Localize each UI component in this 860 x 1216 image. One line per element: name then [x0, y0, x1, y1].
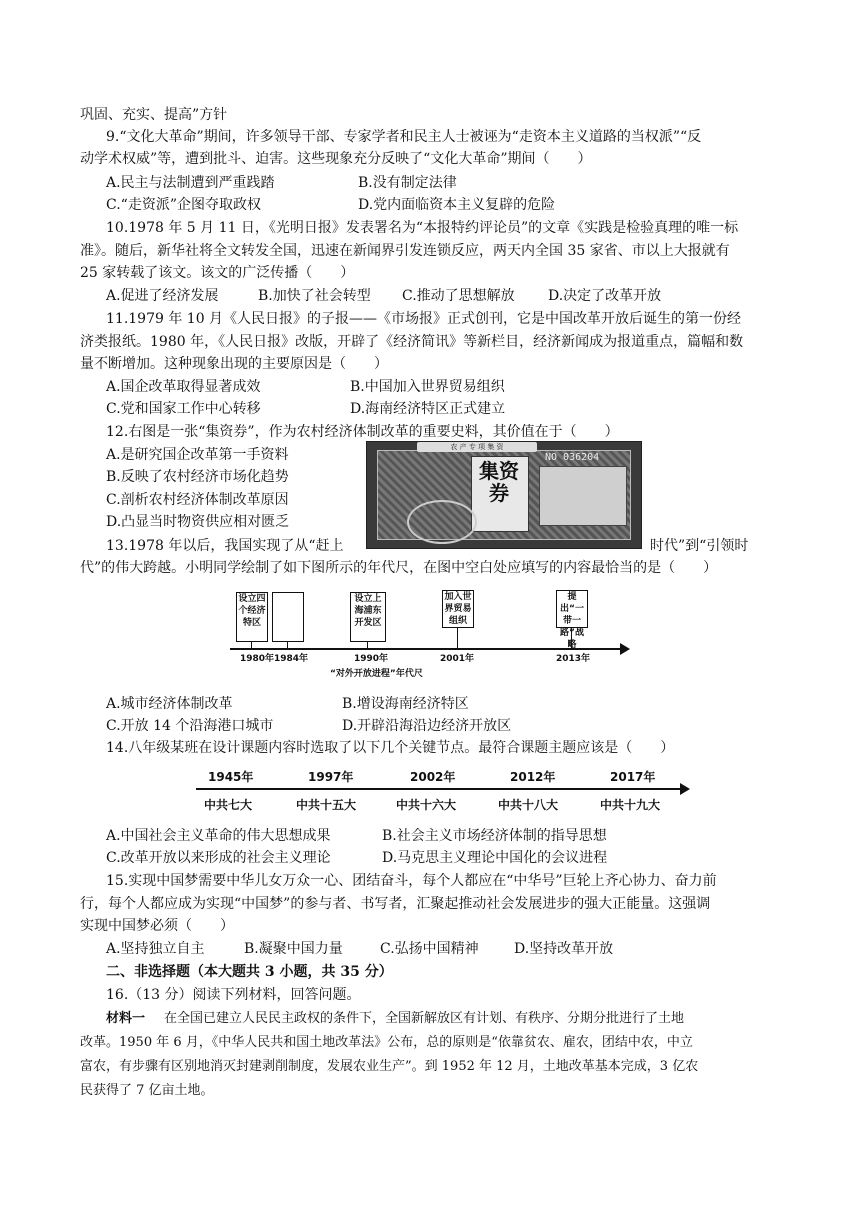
option-b: B.加快了社会转型 — [258, 288, 371, 304]
option-c: C.开放 14 个沿海港口城市 — [106, 718, 274, 734]
option-c: C.改革开放以来形成的社会主义理论 — [106, 850, 331, 866]
timeline-box: 设立四个经济特区 — [236, 592, 268, 642]
material-text: 在全国已建立人民民主政权的条件下，全国新解放区有计划、有秩序、分期分批进行了土地 — [164, 1011, 685, 1026]
timeline-box: 提出“一带一路”战略 — [556, 590, 588, 628]
question-13-stem: 13.1978 年以后，我国实现了从“赶上 — [106, 538, 344, 554]
question-15-stem: 实现中国梦必须（ ） — [80, 918, 234, 934]
timeline-box: 设立上海浦东开发区 — [350, 592, 386, 642]
timeline-opening-up — [230, 588, 630, 678]
option-d: D.海南经济特区正式建立 — [350, 401, 506, 417]
option-a: A.民主与法制遭到严重践踏 — [106, 175, 275, 191]
option-b: B.凝聚中国力量 — [244, 941, 343, 957]
timeline-year: 1997年 — [308, 770, 354, 784]
timeline-event: 中共十六大 — [396, 798, 457, 812]
option-a: A.国企改革取得显著成效 — [106, 379, 261, 395]
option-a: A.是研究国企改革第一手资料 — [106, 447, 289, 463]
text-line: 巩固、充实、提高”方针 — [80, 107, 228, 123]
timeline-party-congresses — [196, 766, 716, 816]
material-text: 富农，有步骤有区别地消灭封建剥削制度，发展农业生产”。到 1952 年 12 月，土地改革基本完成，3 亿农 — [80, 1059, 699, 1074]
question-15-stem: 行，每个人都应成为实现“中国梦”的参与者、书写者，汇聚起推动社会发展进步的强大正能量。这强调 — [80, 896, 711, 912]
voucher-image — [366, 441, 642, 549]
option-c: C.剖析农村经济体制改革原因 — [106, 492, 289, 508]
timeline-axis — [230, 648, 622, 650]
timeline-year: 2013年 — [556, 654, 591, 664]
option-c: C.党和国家工作中心转移 — [106, 401, 261, 417]
option-d: D.凸显当时物资供应相对匮乏 — [106, 514, 290, 530]
timeline-axis — [196, 788, 682, 790]
timeline-event: 中共七大 — [204, 798, 253, 812]
option-b: B.社会主义市场经济体制的指导思想 — [382, 828, 607, 844]
question-10-stem: 准》。随后，新华社将全文转发全国，迅速在新闻界引发连锁反应，两天内全国 35 家省、市以上大报就有 — [80, 243, 730, 259]
option-c: C.弘扬中国精神 — [380, 941, 479, 957]
option-d: D.马克思主义理论中国化的会议进程 — [382, 850, 608, 866]
timeline-year: 2001年 — [440, 654, 475, 664]
arrow-right-icon — [620, 643, 630, 655]
question-12-stem: 12.右图是一张“集资券”，作为农村经济体制改革的重要史料，其价值在于（ ） — [106, 424, 619, 440]
timeline-year: 1980年 — [240, 654, 275, 664]
option-d: D.坚持改革开放 — [514, 941, 614, 957]
question-15-stem: 15.实现中国梦需要中华儿女万众一心、团结奋斗，每个人都应在“中华号”巨轮上齐心协力、奋力前 — [106, 873, 717, 889]
timeline-box: 加入世界贸易组织 — [442, 590, 474, 628]
arrow-right-icon — [680, 783, 690, 795]
voucher-right-panel — [539, 466, 627, 526]
option-b: B.增设海南经济特区 — [342, 696, 469, 712]
timeline-stem — [457, 628, 458, 648]
option-b: B.没有制定法律 — [358, 175, 457, 191]
option-b: B.反映了农村经济市场化趋势 — [106, 469, 289, 485]
option-a: A.促进了经济发展 — [106, 288, 219, 304]
material-text: 改革。1950 年 6 月，《中华人民共和国土地改革法》公布，总的原则是“依靠贫农、雇农，团结中农，中立 — [80, 1035, 693, 1050]
voucher-banner: 农 产 专 项 集 资 — [417, 442, 537, 452]
question-11-stem: 11.1979 年 10 月《人民日报》的子报——《市场报》正式创刊，它是中国改革开放后诞生的第一份经 — [106, 311, 742, 327]
stamp-icon — [407, 500, 477, 544]
timeline-stem — [571, 628, 572, 648]
voucher-title: 集资券 — [479, 459, 519, 505]
material-label: 材料一 — [106, 1011, 146, 1026]
section-heading: 二、非选择题（本大题共 3 小题，共 35 分） — [106, 964, 393, 980]
question-11-stem: 量不断增加。这种现象出现的主要原因是（ ） — [80, 356, 388, 372]
option-a: A.坚持独立自主 — [106, 941, 205, 957]
timeline-blank-box — [272, 592, 304, 642]
question-10-stem: 25 家转载了该文。该文的广泛传播（ ） — [80, 265, 355, 281]
option-a: A.中国社会主义革命的伟大思想成果 — [106, 828, 331, 844]
material-text: 民获得了 7 亿亩土地。 — [80, 1083, 214, 1098]
question-9-stem: 9.“文化大革命”期间，许多领导干部、专家学者和民主人士被诬为“走资本主义道路的当权派”“反 — [106, 129, 702, 145]
timeline-year: 2017年 — [610, 770, 656, 784]
timeline-year: 1984年 — [274, 654, 309, 664]
timeline-year: 2002年 — [410, 770, 456, 784]
option-b: B.中国加入世界贸易组织 — [350, 379, 505, 395]
voucher-serial: NO 036204 — [545, 452, 600, 463]
timeline-year: 2012年 — [510, 770, 556, 784]
question-14-stem: 14.八年级某班在设计课题内容时选取了以下几个关键节点。最符合课题主题应该是（ ） — [106, 740, 675, 756]
question-9-stem: 动学术权威”等，遭到批斗、迫害。这些现象充分反映了“文化大革命”期间（ ） — [80, 151, 592, 167]
option-d: D.决定了改革开放 — [548, 288, 662, 304]
timeline-year: 1945年 — [208, 770, 254, 784]
timeline-event: 中共十五大 — [296, 798, 357, 812]
timeline-event: 中共十八大 — [498, 798, 559, 812]
option-d: D.开辟沿海沿边经济开放区 — [342, 718, 512, 734]
option-d: D.党内面临资本主义复辟的危险 — [358, 197, 556, 213]
option-c: C.推动了思想解放 — [402, 288, 515, 304]
timeline-year: 1990年 — [354, 654, 389, 664]
question-10-stem: 10.1978 年 5 月 11 日，《光明日报》发表署名为“本报特约评论员”的文章《实践是检验真理的唯一标 — [106, 220, 739, 236]
option-a: A.城市经济体制改革 — [106, 696, 233, 712]
question-13-stem: 时代”到“引领时 — [650, 538, 749, 554]
question-13-stem: 代”的伟大跨越。小明同学绘制了如下图所示的年代尺，在图中空白处应填写的内容最恰当的是（ ） — [80, 560, 718, 576]
question-11-stem: 济类报纸。1980 年，《人民日报》改版，开辟了《经济简讯》等新栏目，经济新闻成为报道重点，篇幅和数 — [80, 334, 744, 350]
timeline-event: 中共十九大 — [600, 798, 661, 812]
question-16-stem: 16.（13 分）阅读下列材料，回答问题。 — [106, 987, 361, 1003]
timeline-caption: “对外开放进程”年代尺 — [330, 669, 423, 679]
option-c: C.“走资派”企图夺取政权 — [106, 197, 261, 213]
